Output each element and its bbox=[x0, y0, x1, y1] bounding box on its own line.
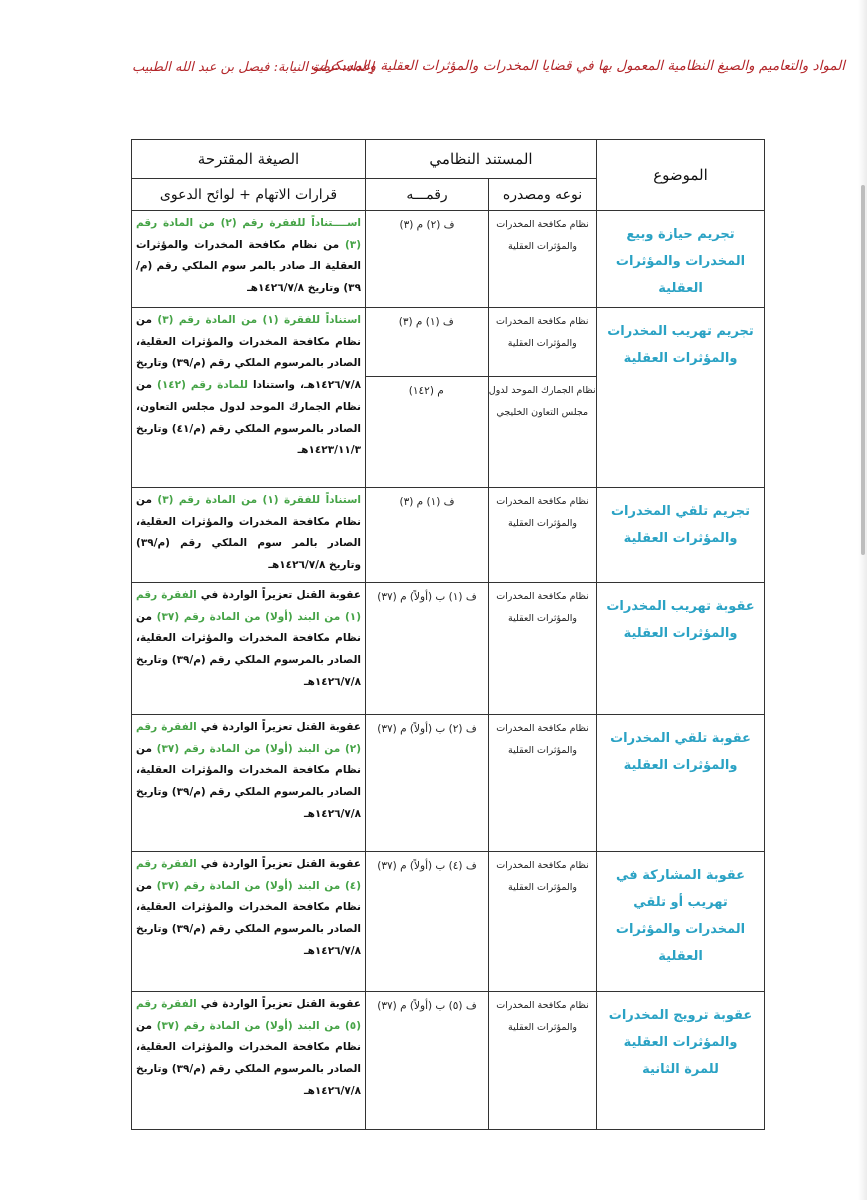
row-subject: تجريم حيازة وبيع المخدرات والمؤثرات العقلية bbox=[597, 211, 765, 308]
row-source-number: ف (١) م (٣) bbox=[366, 488, 489, 583]
row-subject: تجريم تهريب المخدرات والمؤثرات العقلية bbox=[597, 308, 765, 488]
table-row bbox=[132, 992, 765, 1130]
formula-reference: الفقرة رقم (٥) من البند (أولا) من المادة رقم (٣٧) bbox=[136, 998, 362, 1032]
formula-text-2: من نظام مكافحة المخدرات والمؤثرات العقلية، الصادر بالمرسوم الملكي رقم (م/٣٩) وتاريخ ١٤٢٦/٧/٨هـ bbox=[136, 742, 361, 820]
formula-text: عقوبة القتل تعزيراً الواردة في bbox=[196, 858, 361, 870]
row-subject: تجريم تلقي المخدرات والمؤثرات العقلية bbox=[597, 488, 765, 583]
scrollbar-track[interactable] bbox=[858, 0, 867, 1200]
table-header-row bbox=[132, 140, 765, 179]
header-formula: الصيغة المقترحة bbox=[132, 140, 366, 179]
row-source-number: ف (٤) ب (أولاً) م (٣٧) bbox=[366, 852, 489, 992]
formula-text-2: من نظام مكافحة المخدرات والمؤثرات العقلية، الصادر بالمرسوم الملكي رقم (م/٣٩) وتاريخ ١٤٢٦/٧/٨هـ bbox=[136, 879, 361, 957]
row-formula bbox=[132, 488, 366, 583]
row-formula bbox=[132, 992, 366, 1130]
header-subject: الموضوع bbox=[597, 140, 765, 211]
formula-reference: الفقرة رقم (٢) من البند (أولا) من المادة رقم (٣٧) bbox=[136, 721, 362, 755]
formula-text-2: من نظام مكافحة المخدرات والمؤثرات العقلية، الصادر بالمرسوم الملكي رقم (م/٣٩) وتاريخ ١٤٢٦/٧/٨هـ bbox=[136, 1019, 361, 1097]
formula-reference: استناداً للفقرة (١) من المادة رقم (٣) bbox=[157, 314, 361, 326]
row-formula bbox=[132, 583, 366, 715]
row-source-type: نظام مكافحة المخدرات والمؤثرات العقلية bbox=[489, 852, 597, 992]
row-source-type-2: نظام الجمارك الموحد لدول مجلس التعاون الخليجي bbox=[488, 376, 596, 487]
row-source-type: نظام مكافحة المخدرات والمؤثرات العقلية bbox=[489, 715, 597, 852]
document-author: إعداد: عضو النيابة: فيصل بن عبد الله الطبيب bbox=[132, 60, 374, 75]
table-row bbox=[132, 211, 765, 308]
formula-reference: استناداً للفقرة (١) من المادة رقم (٣) bbox=[157, 494, 361, 506]
row-source-number: ف (٢) ب (أولاً) م (٣٧) bbox=[366, 715, 489, 852]
row-source-number: ف (٢) م (٣) bbox=[366, 211, 489, 308]
row-source-type: نظام مكافحة المخدرات والمؤثرات العقلية bbox=[489, 583, 597, 715]
row-source-type: نظام مكافحة المخدرات والمؤثرات العقلية bbox=[488, 308, 596, 376]
row-subject: عقوبة تهريب المخدرات والمؤثرات العقلية bbox=[597, 583, 765, 715]
document-title: المواد والتعاميم والصيغ النظامية المعمول بها في قضايا المخدرات والمؤثرات العقلية والمسكرات bbox=[310, 58, 845, 74]
header-document: المستند النظامي bbox=[366, 140, 597, 179]
row-source-type: نظام مكافحة المخدرات والمؤثرات العقلية bbox=[489, 211, 597, 308]
table-row bbox=[132, 715, 765, 852]
table-row bbox=[132, 852, 765, 992]
formula-text: عقوبة القتل تعزيراً الواردة في bbox=[196, 589, 361, 601]
scrollbar-thumb[interactable] bbox=[861, 185, 865, 555]
row-source-number-2: م (١٤٢) bbox=[365, 376, 488, 487]
subheader-formula: قرارات الاتهام + لوائح الدعوى bbox=[132, 179, 366, 211]
formula-text: من نظام مكافحة المخدرات والمؤثرات العقلية، الصادر بالمر سوم الملكي رقم (م/٣٩) وتاريخ ١٤٢٦/٧/٨هـ bbox=[136, 494, 361, 572]
row-formula bbox=[132, 308, 366, 488]
row-formula bbox=[132, 211, 366, 308]
row-subject: عقوبة تلقي المخدرات والمؤثرات العقلية bbox=[597, 715, 765, 852]
formula-text-2: من نظام الجمارك الموحد لدول مجلس التعاون، الصادر بالمرسوم الملكي رقم (م/٤١) وتاريخ ١٤٢٣/١١/٣هـ bbox=[136, 379, 361, 457]
formula-text: من نظام مكافحة المخدرات والمؤثرات العقلية، الصادر بالمرسوم الملكي رقم (م/٣٩) وتاريخ ١٤٢٦/٧/٨هـ، واستنادا bbox=[136, 314, 361, 392]
row-formula bbox=[132, 852, 366, 992]
table-row bbox=[132, 583, 765, 715]
row-formula bbox=[132, 715, 366, 852]
row-source-type: نظام مكافحة المخدرات والمؤثرات العقلية bbox=[489, 488, 597, 583]
formula-reference: الفقرة رقم (١) من البند (أولا) من المادة رقم (٣٧) bbox=[136, 589, 362, 623]
table-row bbox=[132, 488, 765, 583]
row-subject: عقوبة ترويج المخدرات والمؤثرات العقلية للمرة الثانية bbox=[597, 992, 765, 1130]
formula-text: عقوبة القتل تعزيراً الواردة في bbox=[196, 721, 361, 733]
row-subject: عقوبة المشاركة في تهريب أو تلقي المخدرات والمؤثرات العقلية bbox=[597, 852, 765, 992]
legal-table bbox=[131, 139, 765, 1130]
formula-text-2: من نظام مكافحة المخدرات والمؤثرات العقلية، الصادر بالمرسوم الملكي رقم (م/٣٩) وتاريخ ١٤٢٦/٧/٨هـ bbox=[136, 610, 361, 688]
row-source-number: ف (٥) ب (أولاً) م (٣٧) bbox=[366, 992, 489, 1130]
row-source-type: نظام مكافحة المخدرات والمؤثرات العقلية bbox=[489, 992, 597, 1130]
subheader-type: نوعه ومصدره bbox=[489, 179, 597, 211]
formula-reference: الفقرة رقم (٤) من البند (أولا) من المادة رقم (٣٧) bbox=[136, 858, 362, 892]
formula-text: عقوبة القتل تعزيراً الواردة في bbox=[196, 998, 361, 1010]
row-source-number: ف (١) ب (أولاً) م (٣٧) bbox=[366, 583, 489, 715]
formula-reference: اســــتناداً للفقرة رقم (٢) من المادة رقم (٣) bbox=[136, 217, 361, 251]
table-row bbox=[132, 308, 765, 488]
row-sources bbox=[366, 308, 597, 488]
subheader-number: رقمـــه bbox=[366, 179, 489, 211]
row-source-number: ف (١) م (٣) bbox=[398, 316, 454, 328]
formula-text: من نظام مكافحة المخدرات والمؤثرات العقلية الـ صادر بالمر سوم الملكي رقم (م/٣٩) وتاريخ ١٤٢٦/٧/٨هـ bbox=[136, 238, 361, 295]
formula-reference-2: للمادة رقم (١٤٢) bbox=[157, 379, 248, 392]
sub-sources bbox=[365, 308, 596, 487]
